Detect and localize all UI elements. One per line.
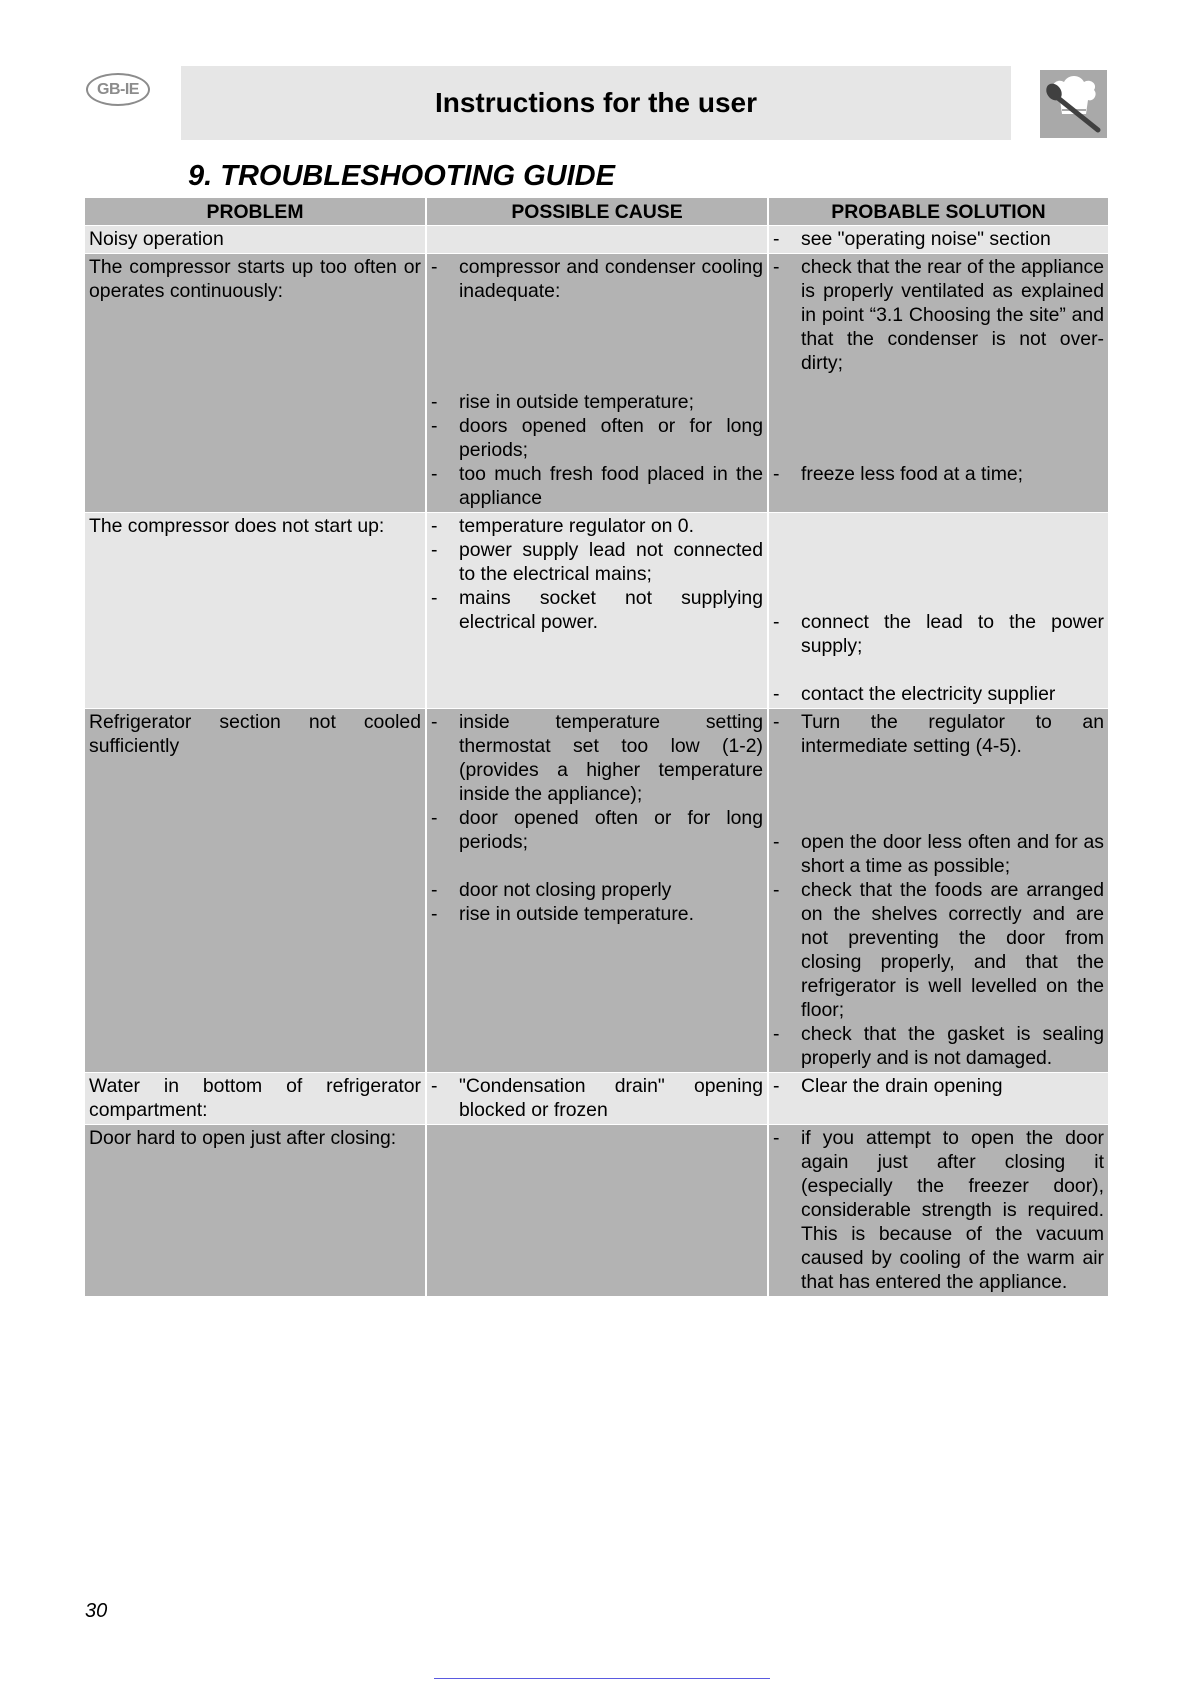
solution-text: see "operating noise" section: [801, 228, 1051, 250]
section-title: 9. TROUBLESHOOTING GUIDE: [188, 160, 615, 192]
problem-cell: The compressor starts up too often or operates continuously:: [85, 254, 426, 513]
page-number: 30: [85, 1600, 108, 1622]
list-item: - mains socket not supplying electrical power.: [431, 587, 763, 633]
cause-text: power supply lead not connected to the electrical mains;: [459, 539, 763, 585]
table-row: [85, 254, 1108, 513]
header-title: Instructions for the user: [434, 87, 758, 118]
solution-cell: [768, 709, 1108, 1073]
footer-divider: [434, 1678, 770, 1679]
problem-cell: Water in bottom of refrigerator compartment:: [85, 1073, 426, 1125]
cause-text: "Condensation drain" opening blocked or frozen: [459, 1075, 763, 1121]
solution-cell: [768, 1073, 1108, 1125]
list-item: - power supply lead not connected to the electrical mains;: [431, 539, 763, 585]
header-bar: [181, 66, 1011, 140]
list-item: - freeze less food at a time;: [773, 462, 1104, 486]
list-item: - compressor and condenser cooling inadequate:: [431, 256, 763, 302]
solution-cell: [768, 1125, 1108, 1297]
table-row: [85, 709, 1108, 1073]
solution-cell: [768, 254, 1108, 513]
list-item: - Clear the drain opening: [773, 1074, 1104, 1098]
solution-text: contact the electricity supplier: [801, 683, 1056, 705]
cause-text: door not closing properly: [459, 879, 672, 901]
language-badge: GB-IE: [86, 73, 150, 106]
chef-hat-spoon-icon: [1040, 70, 1107, 138]
list-item: - "Condensation drain" opening blocked or frozen: [431, 1075, 763, 1121]
list-item: - too much fresh food placed in the appliance: [431, 463, 763, 509]
table-row: [85, 1125, 1108, 1297]
troubleshooting-table: [85, 198, 1108, 1297]
solution-text: Turn the regulator to an intermediate setting (4-5).: [801, 711, 1104, 757]
cause-text: doors opened often or for long periods;: [459, 415, 763, 461]
list-item: - door opened often or for long periods;: [431, 807, 763, 853]
list-item: - check that the foods are arranged on the shelves correctly and are not preventing the door from closing properly, and that the refrigerator is well levelled on the floor;: [773, 879, 1104, 1021]
table-row: [85, 1073, 1108, 1125]
list-item: - doors opened often or for long periods;: [431, 415, 763, 461]
header-probable-solution: PROBABLE SOLUTION: [768, 198, 1108, 226]
solution-text: check that the foods are arranged on the shelves correctly and are not preventing the door from closing properly, and that the refrigerator is well levelled on the floor;: [801, 879, 1104, 1021]
cause-text: rise in outside temperature.: [459, 903, 694, 925]
list-item: - open the door less often and for as short a time as possible;: [773, 831, 1104, 877]
cause-cell: [426, 254, 768, 513]
cause-text: door opened often or for long periods;: [459, 807, 763, 853]
list-item: - check that the gasket is sealing properly and is not damaged.: [773, 1023, 1104, 1069]
list-item: - rise in outside temperature;: [431, 390, 763, 414]
cause-text: compressor and condenser cooling inadequate:: [459, 256, 763, 302]
solution-cell: [768, 513, 1108, 709]
solution-cell: [768, 226, 1108, 254]
solution-text: freeze less food at a time;: [801, 463, 1024, 485]
solution-text: Clear the drain opening: [801, 1075, 1003, 1097]
cause-cell: [426, 226, 768, 254]
cause-text: temperature regulator on 0.: [459, 515, 694, 537]
solution-text: open the door less often and for as short a time as possible;: [801, 831, 1104, 877]
solution-text: connect the lead to the power supply;: [801, 611, 1104, 657]
cause-cell: [426, 513, 768, 709]
cause-text: too much fresh food placed in the appliance: [459, 463, 763, 509]
solution-text: check that the rear of the appliance is properly ventilated as explained in point “3.1 Choosing the site” and that the condenser is not over-dirty;: [801, 256, 1104, 374]
problem-cell: Noisy operation: [85, 226, 426, 254]
list-item: - inside temperature setting thermostat set too low (1-2) (provides a higher temperature inside the appliance);: [431, 711, 763, 805]
problem-cell: The compressor does not start up:: [85, 513, 426, 709]
header-possible-cause: POSSIBLE CAUSE: [426, 198, 768, 226]
problem-cell: Refrigerator section not cooled sufficiently: [85, 709, 426, 1073]
table-header-row: [85, 198, 1108, 226]
list-item: - door not closing properly: [431, 878, 763, 902]
table-row: [85, 513, 1108, 709]
list-item: - rise in outside temperature.: [431, 902, 763, 926]
list-item: - Turn the regulator to an intermediate setting (4-5).: [773, 711, 1104, 757]
cause-cell: [426, 709, 768, 1073]
header-problem: PROBLEM: [85, 198, 426, 226]
cause-cell: [426, 1073, 768, 1125]
table-row: [85, 226, 1108, 254]
cause-cell: [426, 1125, 768, 1297]
solution-text: check that the gasket is sealing properly and is not damaged.: [801, 1023, 1104, 1069]
solution-text: if you attempt to open the door again just after closing it (especially the freezer door), considerable strength is required. This is because of the vacuum caused by cooling of the warm air that has entered the appliance.: [801, 1127, 1104, 1293]
list-item: - check that the rear of the appliance is properly ventilated as explained in point “3.1 Choosing the site” and that the condenser is not over-dirty;: [773, 256, 1104, 374]
list-item: - see "operating noise" section: [773, 227, 1104, 251]
cause-text: rise in outside temperature;: [459, 391, 694, 413]
list-item: - if you attempt to open the door again just after closing it (especially the freezer door), considerable strength is required. This is because of the vacuum caused by cooling of the warm air that has entered the appliance.: [773, 1127, 1104, 1293]
list-item: - temperature regulator on 0.: [431, 514, 763, 538]
problem-cell: Door hard to open just after closing:: [85, 1125, 426, 1297]
cause-text: inside temperature setting thermostat set too low (1-2) (provides a higher temperature inside the appliance);: [459, 711, 763, 805]
list-item: - connect the lead to the power supply;: [773, 611, 1104, 657]
cause-text: mains socket not supplying electrical power.: [459, 587, 763, 633]
list-item: - contact the electricity supplier: [773, 682, 1104, 706]
